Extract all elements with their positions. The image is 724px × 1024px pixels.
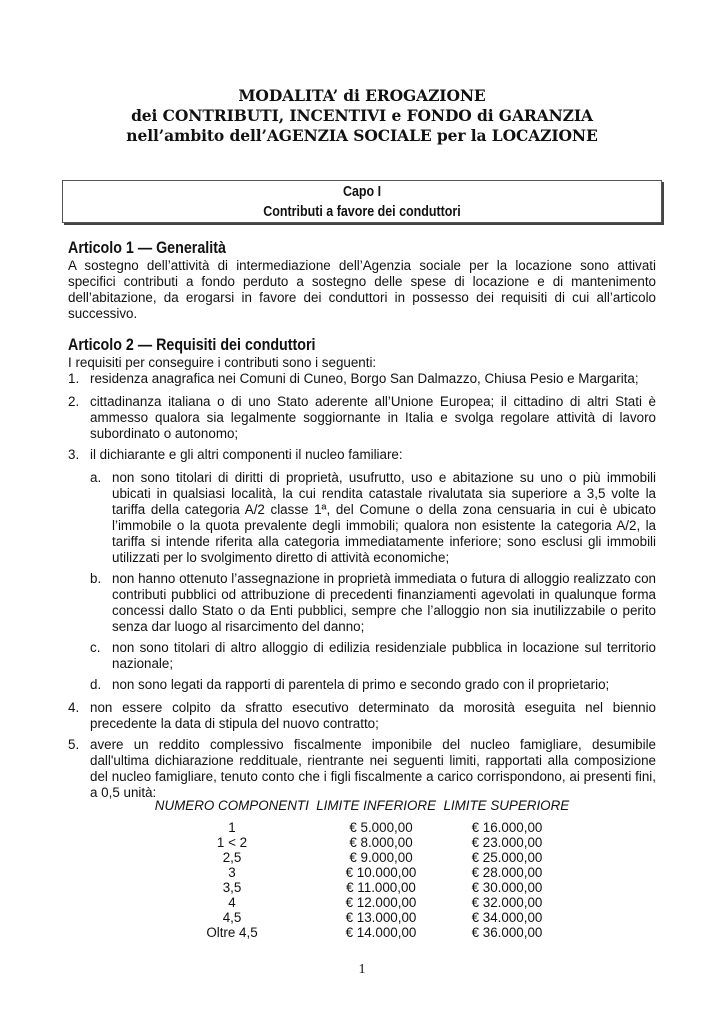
lower-limit-cell: € 10.000,00 bbox=[345, 865, 417, 880]
components-cell: 2,5 bbox=[222, 850, 242, 865]
item-number: 1. bbox=[68, 371, 80, 386]
table-row bbox=[0, 895, 724, 910]
item-text: non essere colpito da sfratto esecutivo determinato da morosità eseguita nel biennio precedente la data di stipula del nuovo contratto; bbox=[90, 700, 656, 731]
table-row bbox=[0, 880, 724, 895]
upper-limit-cell: € 16.000,00 bbox=[471, 820, 543, 835]
table-row bbox=[0, 835, 724, 850]
lower-limit-cell: € 14.000,00 bbox=[345, 925, 417, 940]
item-text: avere un reddito complessivo fiscalmente imponibile del nucleo famigliare, desumibile dall'ultima dichiarazione reddituale, rientrante nei seguenti limiti, rapportati alla composizione del nucleo famigliare, tenuto conto che i figli fiscalmente a carico corrispondono, ai presenti fini, a 0,5 unità: bbox=[90, 737, 656, 800]
document-title bbox=[0, 86, 724, 146]
components-cell: Oltre 4,5 bbox=[206, 925, 258, 940]
article-1-text: A sostegno dell’attività di intermediazione dell’Agenzia sociale per la locazione sono attivati specifici contributi a fondo perduto a sostegno delle spese di locazione e di mantenimento dell’abitazione, da erogarsi in favore dei conduttori in possesso dei requisiti di cui all’articolo successivo. bbox=[68, 258, 656, 321]
upper-limit-cell: € 32.000,00 bbox=[471, 895, 543, 910]
requirement-item-2 bbox=[68, 394, 658, 442]
table-row bbox=[0, 820, 724, 835]
upper-limit-cell: € 34.000,00 bbox=[471, 910, 543, 925]
requirement-item-3 bbox=[68, 447, 658, 463]
capo-number: Capo I bbox=[342, 184, 382, 200]
components-cell: 3 bbox=[228, 865, 236, 880]
article-1-heading: Articolo 1 — Generalità bbox=[68, 238, 226, 257]
income-table-header: NUMERO COMPONENTI LIMITE INFERIORE LIMITE SUPERIORE bbox=[154, 798, 570, 813]
subitem-text: non sono titolari di altro alloggio di edilizia residenziale pubblica in locazione sul territorio nazionale; bbox=[112, 640, 656, 671]
page-number: 1 bbox=[358, 962, 366, 977]
subitem-letter: c. bbox=[90, 640, 101, 655]
table-row bbox=[0, 910, 724, 925]
requirement-subitem-a bbox=[90, 470, 658, 566]
item-number: 4. bbox=[68, 700, 80, 715]
item-number: 2. bbox=[68, 394, 80, 409]
table-row bbox=[0, 850, 724, 865]
subitem-letter: b. bbox=[90, 571, 102, 586]
lower-limit-cell: € 8.000,00 bbox=[349, 835, 413, 850]
lower-limit-cell: € 9.000,00 bbox=[349, 850, 413, 865]
title-line-1: MODALITA’ di EROGAZIONE bbox=[238, 86, 486, 105]
components-cell: 3,5 bbox=[222, 880, 242, 895]
table-row bbox=[0, 865, 724, 880]
requirement-item-1 bbox=[68, 371, 658, 387]
subitem-text: non sono legati da rapporti di parentela di primo e secondo grado con il proprietario; bbox=[112, 677, 610, 692]
lower-limit-cell: € 12.000,00 bbox=[345, 895, 417, 910]
title-line-2: dei CONTRIBUTI, INCENTIVI e FONDO di GARANZIA bbox=[131, 106, 593, 125]
upper-limit-cell: € 36.000,00 bbox=[471, 925, 543, 940]
article-2-heading: Articolo 2 — Requisiti dei conduttori bbox=[68, 335, 316, 354]
requirement-item-4 bbox=[68, 700, 658, 732]
components-cell: 1 bbox=[228, 820, 236, 835]
item-number: 3. bbox=[68, 447, 80, 462]
item-text: il dichiarante e gli altri componenti il nucleo familiare: bbox=[90, 447, 403, 462]
lower-limit-cell: € 5.000,00 bbox=[349, 820, 413, 835]
item-text: residenza anagrafica nei Comuni di Cuneo, Borgo San Dalmazzo, Chiusa Pesio e Margarita; bbox=[90, 371, 639, 386]
upper-limit-cell: € 28.000,00 bbox=[471, 865, 543, 880]
subitem-text: non sono titolari di diritti di proprietà, usufrutto, uso e abitazione su uno o più immobili ubicati in qualsiasi località, la cui rendita catastale rivalutata sia superiore a 3,5 volte la tariffa della categoria A/2 classe 1ª, del Comune o della zona censuaria in cui è ubicato l’immobile o la quota prevalente degli immobili; qualora non esistente la categoria A/2, la tariffa si intende riferita alla categoria immediatamente inferiore; sono esclusi gli immobili utilizzati per lo svolgimento diretto di attività economiche; bbox=[112, 470, 656, 565]
requirement-subitem-c bbox=[90, 640, 658, 672]
upper-limit-cell: € 23.000,00 bbox=[471, 835, 543, 850]
requirement-subitem-b bbox=[90, 571, 658, 635]
subitem-text: non hanno ottenuto l’assegnazione in proprietà immediata o futura di alloggio realizzato con contributi pubblici od attribuzione di precedenti finanziamenti agevolati in qualunque forma concessi dallo Stato o da Enti pubblici, sempre che l’alloggio non sia inutilizzabile o perito senza dar luogo al risarcimento del danno; bbox=[112, 571, 656, 634]
item-text: cittadinanza italiana o di uno Stato aderente all’Unione Europea; il cittadino di altri Stati è ammesso qualora sia legalmente soggiornante in Italia e svolga regolare attività di lavoro subordinato o autonomo; bbox=[90, 394, 656, 441]
lower-limit-cell: € 13.000,00 bbox=[345, 910, 417, 925]
title-line-3: nell’ambito dell’AGENZIA SOCIALE per la LOCAZIONE bbox=[126, 126, 598, 145]
subitem-letter: d. bbox=[90, 677, 102, 692]
upper-limit-cell: € 25.000,00 bbox=[471, 850, 543, 865]
item-number: 5. bbox=[68, 737, 80, 752]
lower-limit-cell: € 11.000,00 bbox=[346, 880, 416, 895]
requirement-item-5 bbox=[68, 737, 658, 801]
capo-subtitle: Contributi a favore dei conduttori bbox=[263, 204, 461, 220]
upper-limit-cell: € 30.000,00 bbox=[471, 880, 543, 895]
components-cell: 4,5 bbox=[222, 910, 242, 925]
subitem-letter: a. bbox=[90, 470, 102, 485]
components-cell: 4 bbox=[228, 895, 236, 910]
capo-heading-box bbox=[62, 180, 662, 223]
article-2-intro: I requisiti per conseguire i contributi sono i seguenti: bbox=[68, 355, 377, 370]
components-cell: 1 < 2 bbox=[216, 835, 248, 850]
requirement-subitem-d bbox=[90, 677, 658, 693]
table-row bbox=[0, 925, 724, 940]
